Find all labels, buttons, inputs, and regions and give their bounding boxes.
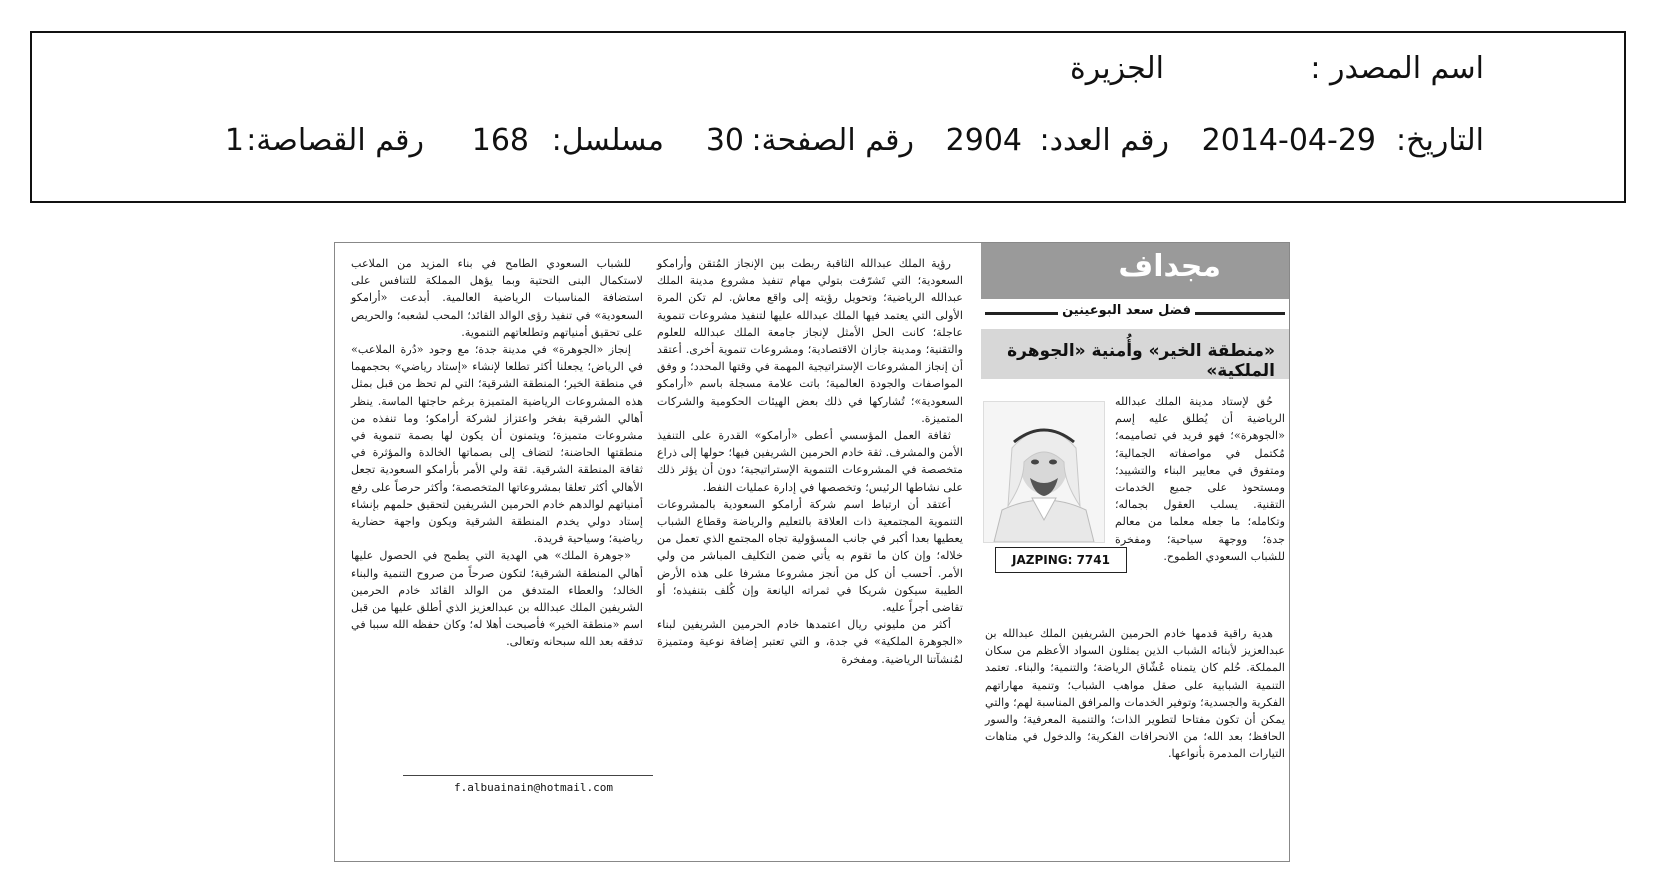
headline: «منطقة الخير» وأُمنية «الجوهرة الملكية» — [1007, 341, 1275, 381]
author-email — [363, 775, 653, 799]
newspaper-clipping — [334, 242, 1290, 862]
clip-label: رقم القصاصة: — [246, 123, 424, 158]
serial-value: 168 — [471, 123, 529, 158]
source-value: الجزيرة — [1069, 51, 1164, 86]
column-2-paragraph-4: أكثر من مليوني ريال اعتمدها خادم الحرمين الشريفين لبناء «الجوهرة الملكية» في جدة، و التي تعتبر إضافة نوعية ومتميزة لمُنشآتنا الرياضية. ومفخرة — [657, 618, 963, 666]
column-3-paragraph-2: إنجاز «الجوهرة» في مدينة جدة؛ مع وجود «دُرة الملاعب» في الرياض؛ يجعلنا أكثر تطلعا لإنشاء «إستاد رياضي» بحجمهما في منطقة الخير؛ المنطقة الشرقية؛ التي لم تحظ من قبل بمثل هذه المشروعات الرياضية المتميزة برغم حاجتها الماسة. ينظر أهالي الشرقية بفخر واعتزاز لشركة أرامكو؛ وما تنفذه من مشروعات متميزة؛ ويتمنون أن يكون لها بصمة تنموية في منطقتها الحاضنة؛ لتضاف إلى بصماتها الخالدة والمؤثرة في ثقافة المنطقة الشرقية. ثقة ولي الأمر بأرامكو السعودية تجعل الأهالي أكثر تعلقا بمشروعاتها المتخصصة؛ وأكثر حرصاً على رفع أمنياتهم لوالدهم خادم الحرمين الشريفين لتحقيق حلمهم بإنشاء إستاد دولي يخدم المنطقة الشرقية ويكون واجهة حضارية رياضية؛ وسياحية فريدة. — [351, 343, 643, 546]
column-3-paragraph-1: للشباب السعودي الطامح في بناء المزيد من الملاعب لاستكمال البنى التحتية وبما يؤهل المملكة للتنافس على استضافة المناسبات الرياضية العالمية. أبدعت «أرامكو السعودية» في تنفيذ رؤى الوالد القائد؛ المحب لشعبه؛ والحريص على تحقيق أمنياتهم وتطلعاتهم التنموية. — [351, 257, 643, 339]
author-email-text: f.albuainain@hotmail.com — [454, 781, 613, 794]
column-1-paragraph-1: حُق لإستاد مدينة الملك عبدالله الرياضية أن يُطلق عليه إسم «الجوهرة»؛ فهو فريد في تصاميمه؛ مُكتمل في مواصفاته الجمالية؛ ومتفوق في معايير البناء والتشييد؛ ومستحوذ على جميع الخدمات التقنية. يسلب العقول بجماله؛ وتكامله؛ ما جعله معلما من معالم جدة؛ ووجهة سياحية؛ ومفخرة للشباب السعودي الطموح. — [1115, 395, 1285, 563]
article-column-2 — [657, 255, 963, 668]
issue-label: رقم العدد: — [1039, 123, 1169, 158]
page-label: رقم الصفحة: — [751, 123, 914, 158]
date-value: 2014-04-29 — [1201, 123, 1376, 158]
column-1-paragraph-2: هدية راقية قدمها خادم الحرمين الشريفين الملك عبدالله بن عبدالعزيز لأبنائه الشباب الذين يمثلون السواد الأعظم من سكان المملكة. حُلم كان يتمناه عُشّاق الرياضة؛ والتنمية؛ والبناء. تعتمد التنمية الشبابية على صقل مواهب الشباب؛ وتنمية مهاراتهم الفكرية والجسدية؛ وتوفير الخدمات والمرافق المناسبة لهم؛ والتي يمكن أن تكون مفتاحا لتطوير الذات؛ والتنمية المعرفية؛ والسور الحافظ؛ بعد الله؛ من الانحرافات الفكرية؛ والدخول في متاهات التيارات المدمرة بأنواعها. — [985, 627, 1285, 761]
clip-value: 1 — [224, 123, 244, 158]
date-label: التاريخ: — [1396, 123, 1484, 158]
byline — [981, 303, 1290, 323]
column-3-paragraph-3: «جوهرة الملك» هي الهدية التي يطمح في الحصول عليها أهالي المنطقة الشرقية؛ لتكون صرحاً من صروح التنمية والبناء الخالد؛ والعطاء المتدفق من الوالد القائد خادم الحرمين الشريفين الملك عبدالله بن عبدالعزيز الذي أطلق عليها من قبل اسم «منطقة الخير» فأصبحت أهلا له؛ وكان حفظه الله سببا في تدفقه بعد الله سبحانه وتعالى. — [351, 549, 643, 649]
jazping-code: JAZPING: 7741 — [995, 547, 1127, 573]
headline-box — [981, 329, 1290, 379]
column-2-paragraph-2: ثقافة العمل المؤسسي أعطى «أرامكو» القدرة على التنفيذ الأمن والمشرف. ثقة خادم الحرمين الشريفين فيها؛ حولها إلى ذراع متخصصة في المشروعات التنموية الإستراتيجية؛ دون أن يؤثر ذلك على نشاطها الرئيس؛ وتخصصها في إدارة عمليات النفط. — [657, 429, 963, 494]
column-2-paragraph-3: أعتقد أن ارتباط اسم شركة أرامكو السعودية بالمشروعات التنموية المجتمعية ذات العلاقة بالتعليم والرياضة وقطاع الشباب يعطيها بعدا أكبر في جانب المسؤولية تجاه المجتمع الذي تعمل من خلاله؛ وإن كان ما تقوم به يأتي ضمن التكليف المباشر من ولي الأمر. أحسب أن كل من أنجز مشروعا مشرفا على هذه الأرض الطيبة سيكون شريكا في ثمراته اليانعة وإن كُلف بتنفيذه؛ أو تقاضى أجراً عليه. — [657, 497, 963, 615]
serial-label: مسلسل: — [551, 123, 664, 158]
source-info-box — [30, 31, 1626, 203]
author-portrait-icon — [984, 402, 1104, 542]
column-2-paragraph-1: رؤية الملك عبدالله الثاقبة ربطت بين الإنجاز المُتقن وأرامكو السعودية؛ التي تَشرّفت بتولي مهام تنفيذ مشروع مدينة الملك عبدالله الرياضية؛ وتحويل رؤيته إلى واقع معاش. لم تكن المرة الأولى التي يعتمد فيها الملك عبدالله عليها لتنفيذ مشروعات تنموية عاجلة؛ كانت الحل الأمثل لإنجاز جامعة الملك عبدالله للعلوم والتقنية؛ ومدينة جازان الاقتصادية؛ ومشروعات تنموية أخرى. أعتقد أن إنجاز المشروعات الإستراتيجية المهمة في وقتها المحدد؛ و وفق المواصفات والجودة العالمية؛ باتت علامة مسجلة باسم «أرامكو السعودية»؛ تُشاركها في ذلك بعض الهيئات الحكومية والشركات المتميزة. — [657, 257, 963, 425]
page-value: 30 — [705, 123, 744, 158]
article-column-1-continued — [985, 625, 1285, 763]
masthead-title: مجداف — [1118, 249, 1221, 284]
email-rule — [403, 775, 653, 776]
issue-value: 2904 — [945, 123, 1022, 158]
column-1-intro — [1115, 393, 1285, 565]
article-column-3 — [351, 255, 643, 651]
source-label: اسم المصدر : — [1310, 51, 1484, 86]
author-name: فضل سعد البوعينين — [1058, 303, 1195, 318]
author-photo — [983, 401, 1105, 543]
column-masthead — [981, 243, 1290, 299]
